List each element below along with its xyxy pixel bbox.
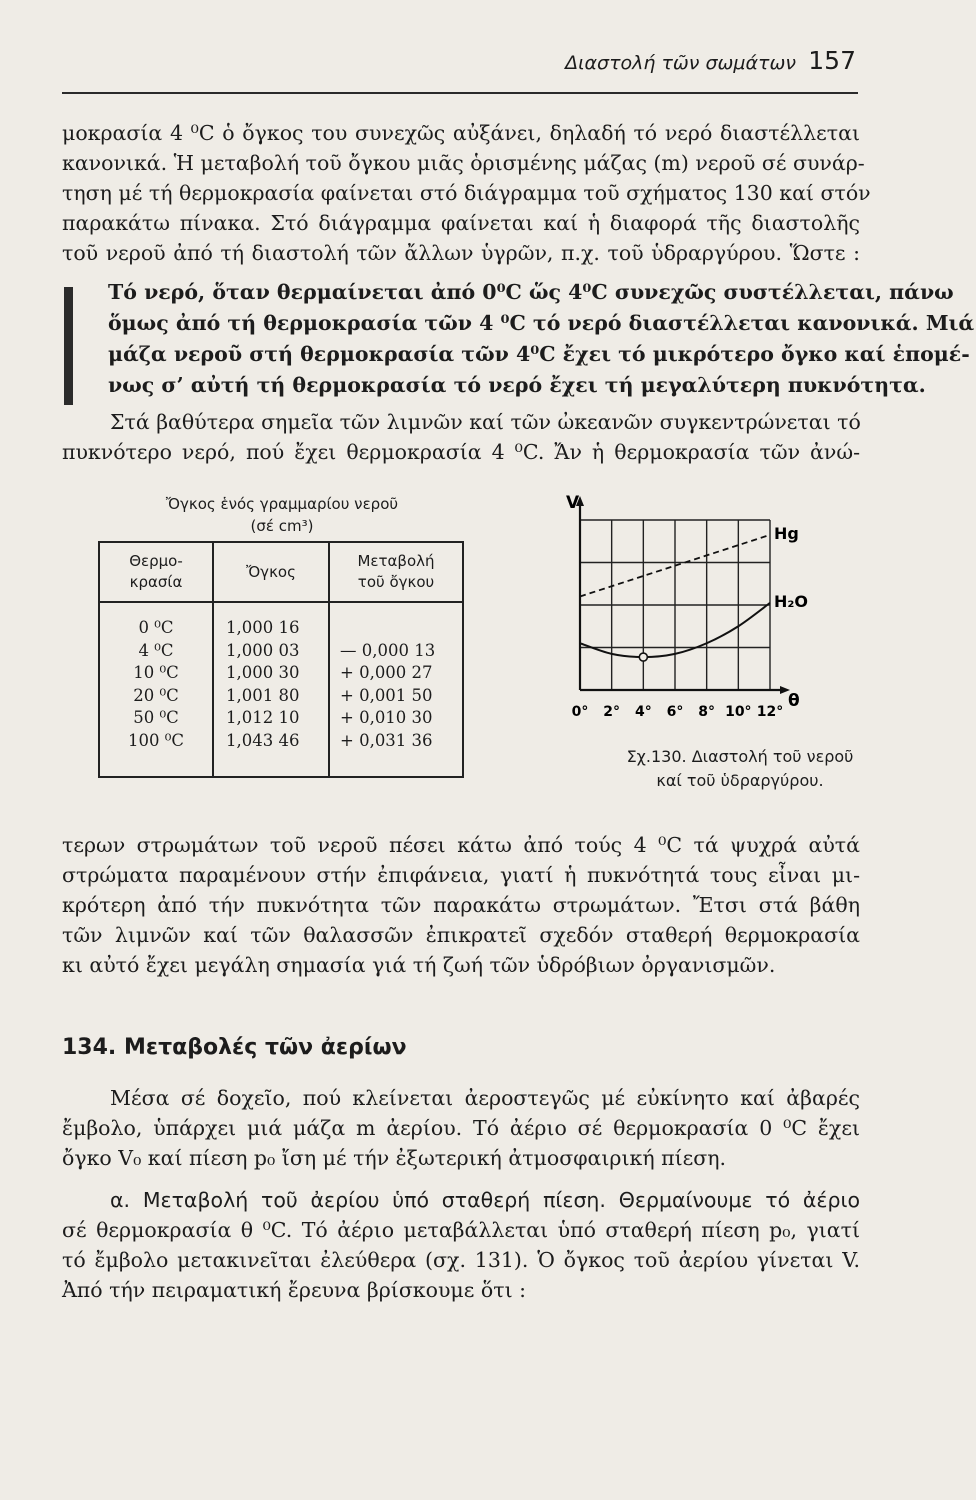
text-line: κρότερη ἀπό τήν πυκνότητα τῶν παρακάτω στρωμάτων. Ἔτσι στά βάθη: [62, 893, 860, 917]
minimum-point-marker: [639, 653, 647, 661]
expansion-chart: [550, 490, 870, 740]
page-number: 157: [808, 46, 856, 75]
section-heading: 134. Μεταβολές τῶν ἀερίων: [62, 1035, 407, 1060]
volume-table: [98, 493, 466, 778]
text-line: τηση μέ τή θερμοκρασία φαίνεται στό διάγραμμα τοῦ σχήματος 130 καί στόν: [62, 181, 871, 205]
text-line: κι αὐτό ἔχει μεγάλη σημασία γιά τή ζωή τῶν ὑδρόβιων ὀργανισμῶν.: [62, 953, 776, 977]
paragraph-intro: [62, 118, 871, 268]
table-row: 10 ⁰C 1,000 30 + 0,000 27: [99, 662, 463, 685]
running-header: [62, 40, 858, 94]
x-tick-label: 6°: [666, 704, 684, 720]
paragraph-gas-setup: [62, 1083, 860, 1173]
x-axis-label: θ: [788, 691, 800, 711]
text-line: στρώματα παραμένουν στήν ἐπιφάνεια, γιατί ἡ πυκνότητά τους εἶναι μι-: [62, 863, 860, 887]
series-label: H₂O: [774, 591, 808, 611]
emphasis-bar: [64, 287, 73, 405]
paragraph-layers: [62, 830, 860, 980]
x-tick-label: 0°: [571, 704, 589, 720]
bold-rule-block: [108, 277, 975, 401]
text-line: πυκνότερο νερό, πού ἔχει θερμοκρασία 4 ⁰C. Ἄν ἡ θερμοκρασία τῶν ἀνώ-: [62, 440, 860, 464]
chapter-title: Διαστολή τῶν σωμάτων: [565, 52, 796, 74]
column-header: Θερμο- κρασία: [99, 542, 213, 602]
text-line: μάζα νεροῦ στή θερμοκρασία τῶν 4⁰C ἔχει τό μικρότερο ὄγκο καί ἑπομέ-: [108, 342, 970, 366]
text-line: ἔμβολο, ὑπάρχει μιά μάζα m ἀερίου. Τό ἀέριο σέ θερμοκρασία 0 ⁰C ἔχει: [62, 1116, 860, 1140]
paragraph-constant-pressure: [62, 1185, 860, 1305]
text-line: τοῦ νεροῦ ἀπό τή διαστολή τῶν ἄλλων ὑγρῶν, π.χ. τοῦ ὑδραργύρου. Ὥστε :: [62, 241, 860, 265]
text-line: νως σ’ αὐτή τή θερμοκρασία τό νερό ἔχει τή μεγαλύτερη πυκνότητα.: [108, 373, 926, 397]
text-line: τερων στρωμάτων τοῦ νεροῦ πέσει κάτω ἀπό τούς 4 ⁰C τά ψυχρά αὐτά: [62, 833, 860, 857]
text-line: κανονικά. Ἡ μεταβολή τοῦ ὄγκου μιᾶς ὁρισμένης μάζας (m) νεροῦ σέ συνάρ-: [62, 151, 865, 175]
figure-caption: Σχ.130. Διαστολή τοῦ νεροῦ καί τοῦ ὑδραργύρου.: [626, 747, 854, 790]
x-tick-label: 8°: [698, 704, 716, 720]
series-label: Hg: [774, 523, 799, 543]
x-tick-label: 2°: [603, 704, 621, 720]
x-tick-label: 12°: [756, 704, 784, 720]
text-line: Ἀπό τήν πειραματική ἔρευνα βρίσκουμε ὅτι :: [62, 1278, 527, 1302]
table-row: 100 ⁰C 1,043 46 + 0,031 36: [99, 730, 463, 778]
text-line: Στά βαθύτερα σημεῖα τῶν λιμνῶν καί τῶν ὠκεανῶν συγκεντρώνεται τό: [110, 410, 861, 434]
text-line: τό ἔμβολο μετακινεῖται ἐλεύθερα (σχ. 131). Ὁ ὄγκος τοῦ ἀερίου γίνεται V.: [62, 1248, 860, 1272]
column-header: Μεταβολή τοῦ ὄγκου: [329, 542, 463, 602]
text-line: ὅμως ἀπό τή θερμοκρασία τῶν 4 ⁰C τό νερό διαστέλλεται κανονικά. Μιά: [108, 311, 975, 335]
data-table: [98, 541, 464, 778]
column-header: Ὄγκος: [213, 542, 329, 602]
text-line: α. Μεταβολή τοῦ ἀερίου ὑπό σταθερή πίεση. Θερμαίνουμε τό ἀέριο: [110, 1188, 860, 1212]
x-tick-label: 4°: [634, 704, 652, 720]
paragraph-depths: [62, 407, 860, 467]
x-tick-label: 10°: [725, 704, 752, 720]
table-title: Ὄγκος ἑνός γραμμαρίου νεροῦ (σέ cm³): [165, 495, 399, 535]
table-row: 0 ⁰C 1,000 16: [99, 602, 463, 640]
text-line: Τό νερό, ὅταν θερμαίνεται ἀπό 0⁰C ὥς 4⁰C συνεχῶς συστέλλεται, πάνω: [108, 280, 954, 304]
table-row: 20 ⁰C 1,001 80 + 0,001 50: [99, 685, 463, 708]
text-line: σέ θερμοκρασία θ ⁰C. Τό ἀέριο μεταβάλλεται ὑπό σταθερή πίεση p₀, γιατί: [62, 1218, 860, 1242]
text-line: Μέσα σέ δοχεῖο, πού κλείνεται ἀεροστεγῶς μέ εὐκίνητο καί ἀβαρές: [110, 1086, 860, 1110]
text-line: τῶν λιμνῶν καί τῶν θαλασσῶν ἐπικρατεῖ σχεδόν σταθερή θερμοκρασία: [62, 923, 860, 947]
text-line: παρακάτω πίνακα. Στό διάγραμμα φαίνεται καί ἡ διαφορά τῆς διαστολῆς: [62, 211, 860, 235]
text-line: ὄγκο V₀ καί πίεση p₀ ἴση μέ τήν ἐξωτερική ἀτμοσφαιρική πίεση.: [62, 1146, 727, 1170]
table-row: 50 ⁰C 1,012 10 + 0,010 30: [99, 707, 463, 730]
text-line: μοκρασία 4 ⁰C ὁ ὄγκος του συνεχῶς αὐξάνει, δηλαδή τό νερό διαστέλλεται: [62, 121, 860, 145]
y-axis-label: V: [566, 493, 580, 513]
table-row: 4 ⁰C 1,000 03 — 0,000 13: [99, 640, 463, 663]
